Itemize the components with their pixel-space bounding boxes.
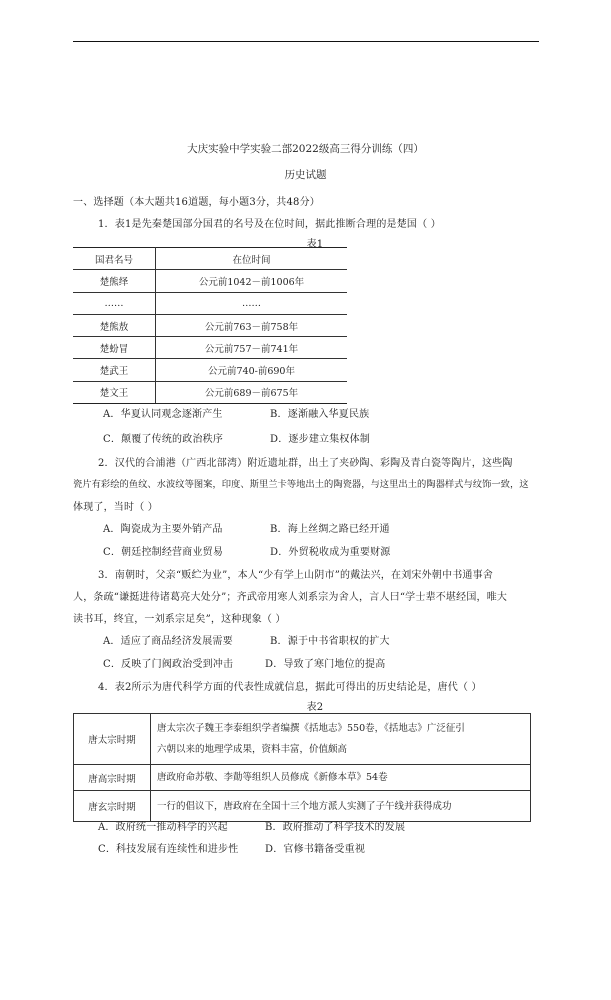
q4-stem: 4．表2所示为唐代科学方面的代表性成就信息，据此可得出的历史结论是，唐代（ ） <box>98 682 482 693</box>
table-cell-period: 唐高宗时期 <box>74 765 151 791</box>
q1-option-c[interactable]: C．颠覆了传统的政治秩序 <box>103 434 224 445</box>
q4-table-caption: 表2 <box>306 702 324 713</box>
q3-option-a[interactable]: A．适应了商品经济发展需要 <box>103 636 233 647</box>
detail-line: 一行的倡议下，唐政府在全国十三个地方派人实测了子午线并获得成功 <box>157 800 452 812</box>
table-cell: 公元前757－前741年 <box>156 337 348 359</box>
q2-option-c[interactable]: C．朝廷控制经营商业贸易 <box>103 547 224 558</box>
table-cell: 公元前763－前758年 <box>156 314 348 336</box>
detail-line: 唐政府命苏敬、李勣等组织人员修成《新修本草》54卷 <box>157 772 388 783</box>
table-row <box>73 292 347 314</box>
q3-stem-line: 3．南朝时，父亲“贩纻为业”，本人“少有学上山阴市”的戴法兴，在刘宋外朝中书通事舍 <box>98 570 494 581</box>
q4-table <box>73 713 531 822</box>
table-cell: 公元前740-前690年 <box>156 359 348 381</box>
q1-table-caption: 表1 <box>306 239 324 250</box>
q4-option-c[interactable]: C．科技发展有连续性和进步性 <box>98 844 239 855</box>
table-cell-detail <box>151 714 531 765</box>
table-cell: 公元前689－前675年 <box>156 381 348 403</box>
table-cell: …… <box>156 292 348 314</box>
q3-option-d[interactable]: D．导致了寒门地位的提高 <box>265 659 386 670</box>
table-cell: 楚熊绎 <box>73 270 156 292</box>
table-header-cell: 在位时间 <box>156 248 348 270</box>
detail-line: 唐太宗次子魏王李泰组织学者编撰《括地志》550卷，《括地志》广泛征引 <box>157 723 465 734</box>
q2-stem-line: 体现了，当时（ ） <box>73 502 158 513</box>
table-cell: …… <box>73 292 156 314</box>
q3-option-c[interactable]: C．反映了门阀政治受到冲击 <box>103 659 234 670</box>
header-rule <box>73 41 539 42</box>
q4-option-b[interactable]: B．政府推动了科学技术的发展 <box>265 822 406 833</box>
q3-stem-line: 人，条疏“谦挺进待诸葛亮大处分”；齐武帝用寒人刘系宗为舍人，言人曰“学士辈不堪经国，唯大 <box>73 592 508 603</box>
table-cell: 楚熊敖 <box>73 314 156 336</box>
table-cell-detail <box>151 791 531 822</box>
table-row <box>73 337 347 359</box>
table-row <box>73 381 347 403</box>
q1-option-a[interactable]: A．华夏认同观念逐渐产生 <box>103 409 223 420</box>
table-header-cell: 国君名号 <box>73 248 156 270</box>
table-row <box>73 359 347 381</box>
table-row <box>74 791 531 822</box>
q2-option-a[interactable]: A．陶瓷成为主要外销产品 <box>103 524 223 535</box>
table-row <box>73 314 347 336</box>
q2-stem-line: 瓷片有彩绘的鱼纹、水波纹等图案，印度、斯里兰卡等地出土的陶瓷器，与这里出土的陶器样式与纹饰一致，这 <box>73 479 529 490</box>
table-cell: 楚武王 <box>73 359 156 381</box>
exam-title: 大庆实验中学实验二部2022级高三得分训练（四） <box>187 143 424 155</box>
q3-stem-line: 读书耳，终宜，一刘系宗足矣”，这种现象（ ） <box>73 614 286 625</box>
table-row <box>74 714 531 765</box>
q1-table <box>73 247 347 404</box>
table-cell-detail <box>151 765 531 791</box>
q4-option-d[interactable]: D．官修书籍备受重视 <box>265 844 366 855</box>
q1-stem: 1．表1是先秦楚国部分国君的名号及在位时间，据此推断合理的是楚国（ ） <box>98 219 441 230</box>
table-row <box>74 765 531 791</box>
detail-line: 六朝以来的地理学成果，资料丰富，价值颇高 <box>157 744 348 755</box>
q2-option-d[interactable]: D．外贸税收成为重要财源 <box>270 547 391 558</box>
q2-stem-line: 2．汉代的合浦港（广西北部湾）附近遗址群，出土了夹砂陶、彩陶及青白瓷等陶片，这些陶 <box>98 458 513 469</box>
subject-title: 历史试题 <box>284 169 327 181</box>
table-cell-period: 唐太宗时期 <box>74 714 151 765</box>
table-header-row <box>73 248 347 270</box>
table-cell: 公元前1042－前1006年 <box>156 270 348 292</box>
q3-option-b[interactable]: B．源于中书省职权的扩大 <box>270 636 390 647</box>
q4-option-a[interactable]: A．政府统一推动科学的兴起 <box>98 822 228 833</box>
table-cell: 楚文王 <box>73 381 156 403</box>
q2-option-b[interactable]: B．海上丝绸之路已经开通 <box>270 524 390 535</box>
section-heading: 一、选择题（本大题共16道题，每小题3分，共48分） <box>73 197 321 208</box>
table-cell: 楚蚡冒 <box>73 337 156 359</box>
q1-option-d[interactable]: D．逐步建立集权体制 <box>270 434 371 445</box>
table-row <box>73 270 347 292</box>
table-cell-period: 唐玄宗时期 <box>74 791 151 822</box>
q1-option-b[interactable]: B．逐渐融入华夏民族 <box>270 409 370 420</box>
